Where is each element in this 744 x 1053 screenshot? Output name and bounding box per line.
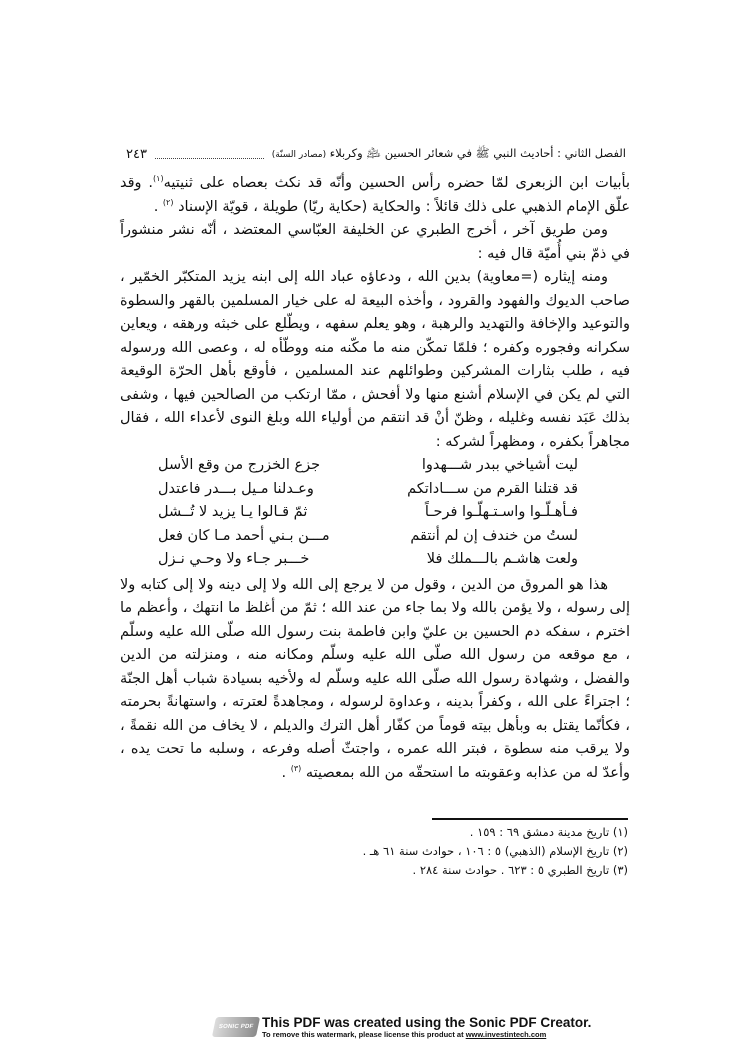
- poem-hemistich-second: ثمّ قـالوا يـا يزيد لا تُــشل: [158, 504, 308, 520]
- watermark-brand: Sonic PDF Creator: [469, 1015, 588, 1030]
- poem-verse: [158, 548, 578, 572]
- poem-hemistich-first: قد قتلنا القرم من ســـاداتكم: [407, 480, 578, 497]
- poem-verse: [158, 501, 578, 525]
- paragraph-2: ومن طريق آخر ، أخرج الطبري عن الخليفة العبّاسي المعتضد ، أنّه نشر منشوراً في ذمّ بني أُميّة قال فيه :: [120, 222, 630, 262]
- watermark-line-2: [262, 1031, 591, 1039]
- poem-hemistich-second: وعـدلنا مـيل بـــدر فاعتدل: [158, 480, 314, 497]
- sonic-pdf-logo-icon: SONIC PDF: [212, 1017, 260, 1037]
- poem-verse: [158, 478, 578, 502]
- footnote-ref-1[interactable]: (١): [153, 174, 164, 183]
- paragraph-1-part-b: . وقد علّق الإمام الذهبي على ذلك قائلاً : والحكاية (حكاية ريّا) طويلة ، قويّة الإسناد: [120, 175, 630, 215]
- running-header: [126, 143, 626, 165]
- poem-hemistich-first: ولعت هاشـم بالـــملك فلا: [426, 551, 578, 567]
- chapter-title-text: الفصل الثاني : أحاديث النبي ﷺ في شعائر الحسين ﵇ وكربلاء: [329, 145, 626, 160]
- footnotes: [300, 823, 628, 880]
- poem-hemistich-first: لستُ من خندف إن لم أنتقم: [410, 527, 578, 544]
- paragraph-4-part-a: هذا هو المروق من الدين ، وقول من لا يرجع إلى الله ولا إلى دينه ولا إلى كتابه ولا إلى رسوله ، ولا يؤمن بالله ولا بما جاء من عند الله ؛ ثمّ من أغلظ ما انتهك ، وأعظم ما اخترم ، سفكه دم الحسين بن عليّ وابن فاطمة بنت رسول الله صلّى الله عليه وسلّم ، مع موقعه من رسول الله صلّى الله عليه وسلّم ومكانه منه ، ومنزلته من الدين والفضل ، وشهادة رسول الله صلّى الله عليه وسلّم له ولأخيه بسيادة شباب أهل الجنّة ؛ اجتراءً على الله ، وكفراً بدينه ، وعداوة لرسوله ، ومجاهدةً لعترته ، واستهانةً بحرمته ، فكأنّما يقتل به وبأهل بيته قوماً من كفّار أهل الترك والديلم ، لا يخاف من الله نقمةً ، ولا يرقب منه سطوة ، فبتر الله عمره ، واجتثّ أصله وفرعه ، وسلبه ما تحت يده ، وأعدّ له من عذابه وعقوبته ما استحقّه من الله بمعصيته: [120, 576, 630, 781]
- watermark-line-1-prefix: This PDF was created using the: [262, 1015, 470, 1030]
- paragraph-1-part-c: .: [153, 198, 163, 215]
- footnote-ref-2[interactable]: (٢): [162, 197, 174, 207]
- poem-verse: [158, 454, 578, 478]
- pdf-watermark: [214, 1012, 591, 1042]
- footnote-ref-3[interactable]: (٣): [290, 763, 302, 773]
- main-text: [120, 172, 630, 785]
- header-dotted-leader: [155, 149, 264, 159]
- paragraph-4: [120, 574, 630, 786]
- watermark-text: [262, 1016, 591, 1038]
- poem-hemistich-second: جزع الخزرج من وقع الأسل: [158, 457, 321, 473]
- paragraph-1-part-a: بأبيات ابن الزبعرى لمّا حضره رأس الحسين وأنّه قد نكث بعصاه على ثنيتيه: [163, 175, 631, 191]
- paragraph-3: ومنه إيثاره (=معاوية) بدين الله ، ودعاؤه عباد الله إلى ابنه يزيد المتكبّر الخمّير ، صاحب الديوك والفهود والقرود ، وأخذه البيعة له على خيار المسلمين بالقهر والسطوة والتوعيد والإخافة والتهديد والرهبة ، وهو يعلم سفهه ، ويطّلع على خبثه ورهقه ، ويعاين سكرانه وفجوره وكفره ؛ فلمّا تمكّن منه ما مكّنه منه ووطّأه له ، وعصى الله ورسوله فيه ، طلب بثارات المشركين وطوائلهم عند المسلمين ، فأوقع بأهل الحرّة الوقيعة التي لم يكن في الإسلام أشنع منها ولا أفحش ، ممّا ارتكب من الصالحين فيها ، وشفى بذلك عَبَد نفسه وغليله ، وظنّ أنْ قد انتقم من أولياء الله وبلغ النوى لأعداء الله ، فقال مجاهراً بكفره ، ومظهراً لشركه :: [120, 269, 630, 450]
- page-number: ٢٤٣: [126, 146, 147, 162]
- paragraph-1: [120, 172, 630, 219]
- paragraph-4-part-b: .: [281, 764, 291, 781]
- poem-hemistich-first: ليت أشياخي ببدر شـــهدوا: [421, 457, 578, 473]
- chapter-subtitle: (مصادر السنّة): [271, 149, 327, 160]
- watermark-line-2-prefix: To remove this watermark, please license this product at: [262, 1029, 466, 1039]
- footnote-2: (٢) تاريخ الإسلام (الذهبي) ٥ : ١٠٦ ، حوادث سنة ٦١ هـ .: [362, 844, 628, 858]
- footnote-1: (١) تاريخ مدينة دمشق ٦٩ : ١٥٩ .: [469, 825, 628, 839]
- poem-verse: [158, 525, 578, 549]
- poem-hemistich-second: خـــبر جـاء ولا وحـي نـزل: [158, 551, 310, 567]
- footnote-3: (٣) تاريخ الطبري ٥ : ٦٢٣ . حوادث سنة ٢٨٤ .: [412, 863, 628, 877]
- watermark-line-1-suffix: .: [587, 1015, 592, 1030]
- watermark-line-1: [262, 1016, 591, 1030]
- poem-hemistich-first: فـأهـلّـوا واسـتـهلّـوا فرحـاً: [424, 504, 578, 520]
- chapter-title: [272, 146, 626, 163]
- footnote-separator: [432, 818, 628, 820]
- poem: [158, 454, 578, 572]
- poem-hemistich-second: مـــن بـني أحمد مـا كان فعل: [158, 527, 330, 544]
- watermark-link[interactable]: www.investintech.com: [465, 1029, 547, 1039]
